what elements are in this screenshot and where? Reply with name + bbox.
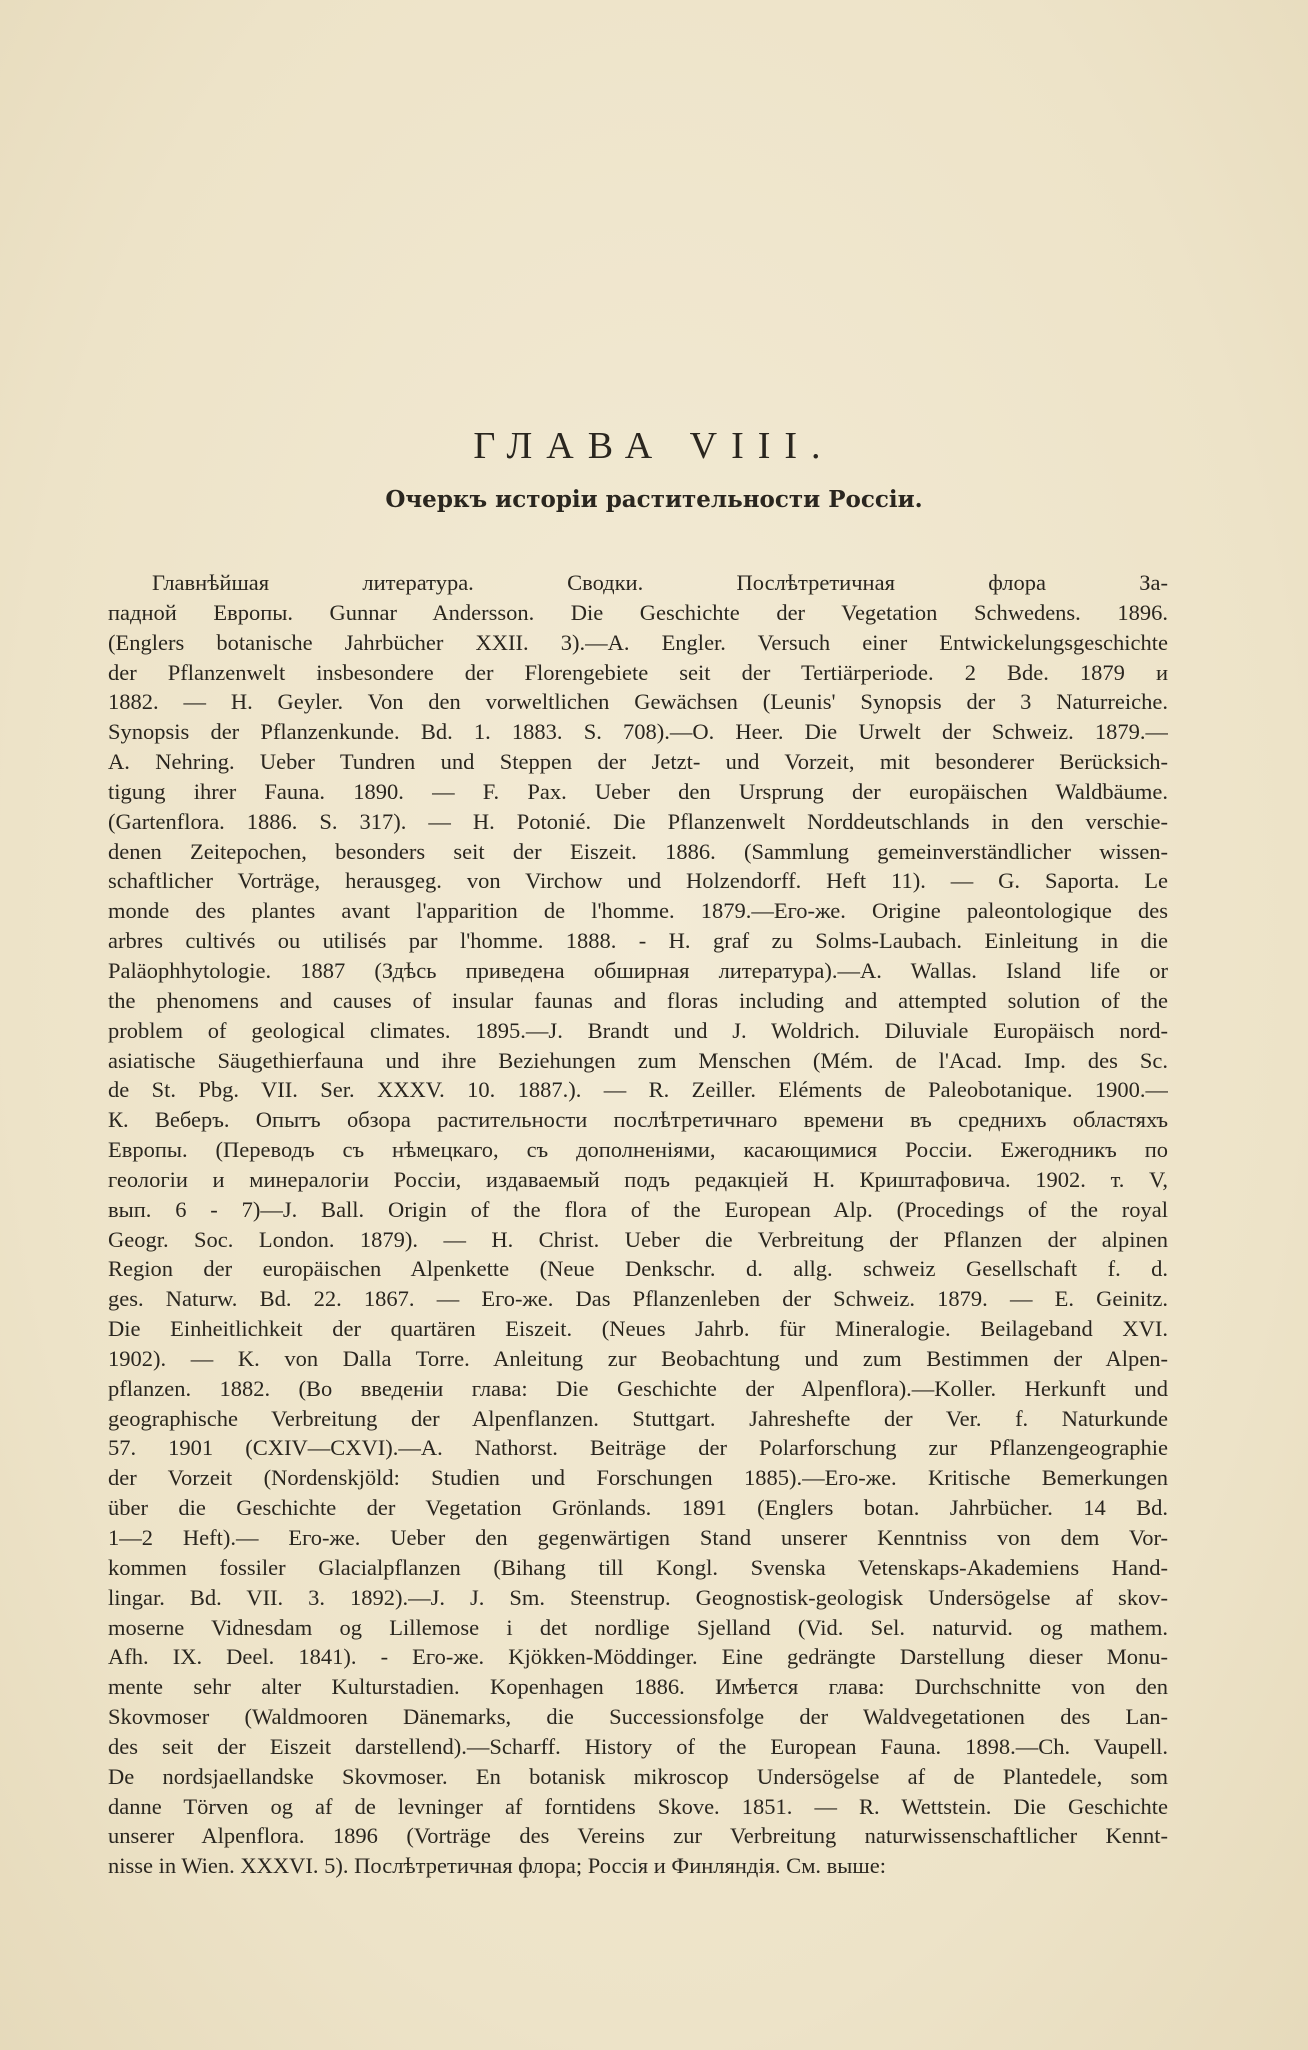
text-line: nisse in Wien. XXXVI. 5). Послѣтретичная флора; Россія и Финляндія. См. выше: (108, 1853, 886, 1879)
text-line: arbres cultivés ou utilisés par l'homme. 1888. - H. graf zu Solms-Laubach. Einleitung in die (108, 928, 1168, 954)
text-line: unserer Alpenflora. 1896 (Vorträge des Vereins zur Verbreitung naturwissenschaftlicher Kennt- (108, 1823, 1168, 1849)
text-line: A. Nehring. Ueber Tundren und Steppen der Jetzt- und Vorzeit, mit besonderer Berücksich- (108, 749, 1168, 775)
text-line: problem of geological climates. 1895.—J. Brandt und J. Woldrich. Diluviale Europäisch nord- (108, 1017, 1168, 1043)
text-line: kommen fossiler Glacialpflanzen (Bihang till Kongl. Svenska Vetenskaps-Akademiens Hand- (108, 1554, 1168, 1580)
text-line: вып. 6 - 7)—J. Ball. Origin of the flora of the European Alp. (Procedings of the royal (108, 1196, 1168, 1222)
chapter-subtitle: Очеркъ исторіи растительности Россіи. (385, 486, 923, 513)
text-line: tigung ihrer Fauna. 1890. — F. Pax. Ueber den Ursprung der europäischen Waldbäume. (108, 778, 1168, 804)
text-line: Skovmoser (Waldmooren Dänemarks, die Successionsfolge der Waldvegetationen des Lan- (108, 1704, 1168, 1730)
text-line: danne Törven og af de levninger af forntidens Skove. 1851. — R. Wettstein. Die Geschichte (108, 1793, 1168, 1819)
text-line: über die Geschichte der Vegetation Grönlands. 1891 (Englers botan. Jahrbücher. 14 Bd. (108, 1495, 1168, 1521)
text-line: ges. Naturw. Bd. 22. 1867. — Его-же. Das Pflanzenleben der Schweiz. 1879. — E. Geinitz. (108, 1286, 1168, 1312)
text-line: geographische Verbreitung der Alpenflanzen. Stuttgart. Jahreshefte der Ver. f. Naturkunde (108, 1405, 1168, 1431)
text-line: Die Einheitlichkeit der quartären Eiszeit. (Neues Jahrb. für Mineralogie. Beilageband XVI. (108, 1316, 1168, 1342)
text-line: der Vorzeit (Nordenskjöld: Studien und Forschungen 1885).—Его-же. Kritische Bemerkungen (108, 1465, 1168, 1491)
text-line: der Pflanzenwelt insbesondere der Florengebiete seit der Tertiärperiode. 2 Bde. 1879 и (108, 659, 1168, 685)
text-line: des seit der Eiszeit darstellend).—Scharff. History of the European Fauna. 1898.—Ch. Vaupell. (108, 1733, 1168, 1759)
text-line: de St. Pbg. VII. Ser. XXXV. 10. 1887.). — R. Zeiller. Eléments de Paleobotanique. 1900.— (108, 1077, 1168, 1103)
text-line: 1—2 Heft).— Его-же. Ueber den gegenwärtigen Stand unserer Kenntniss von dem Vor- (108, 1525, 1168, 1550)
text-line: monde des plantes avant l'apparition de l'homme. 1879.—Его-же. Origine paleontologique des (108, 898, 1168, 924)
text-line: (Gartenflora. 1886. S. 317). — H. Potonié. Die Pflanzenwelt Norddeutschlands in den verschie- (108, 808, 1168, 834)
text-line: К. Веберъ. Опытъ обзора растительности послѣтретичнаго времени въ среднихъ областяхъ (108, 1107, 1168, 1133)
text-line: 57. 1901 (CXIV—CXVI).—A. Nathorst. Beiträge der Polarforschung zur Pflanzengeographie (108, 1435, 1168, 1461)
text-line: падной Европы. Gunnar Andersson. Die Geschichte der Vegetation Schwedens. 1896. (108, 599, 1168, 625)
text-line: mente sehr alter Kulturstadien. Kopenhagen 1886. Имѣется глава: Durchschnitte von den (108, 1674, 1168, 1700)
text-line: Paläophhytologie. 1887 (Здѣсь приведена обширная литература).—A. Wallas. Island life or (108, 957, 1168, 983)
text-line: геологіи и минералогіи Россіи, издаваемый подъ редакціей Н. Криштафовича. 1902. т. V, (108, 1166, 1168, 1192)
text-line: (Englers botanische Jahrbücher XXII. 3).—A. Engler. Versuch einer Entwickelungsgeschichte (108, 629, 1168, 655)
text-line: lingar. Bd. VII. 3. 1892).—J. J. Sm. Steenstrup. Geognostisk-geologisk Undersögelse af skov- (108, 1584, 1168, 1610)
text-line: Geogr. Soc. London. 1879). — H. Christ. Ueber die Verbreitung der Pflanzen der alpinen (108, 1226, 1168, 1252)
text-line: Afh. IX. Deel. 1841). - Его-же. Kjökken-Möddinger. Eine gedrängte Darstellung dieser Monu- (108, 1644, 1168, 1670)
text-line: Главнѣйшая литература. Сводки. Послѣтретичная флора За- (152, 570, 1168, 595)
text-line: denen Zeitepochen, besonders seit der Eiszeit. 1886. (Sammlung gemeinverständlicher wissen- (108, 838, 1168, 864)
text-line: schaftlicher Vorträge, herausgeg. von Virchow und Holzendorff. Heft 11). — G. Saporta. Le (108, 868, 1168, 894)
text-line: Европы. (Переводъ съ нѣмецкаго, съ дополненіями, касающимися Россіи. Ежегодникъ по (108, 1137, 1168, 1163)
chapter-heading: ГЛАВА VIII. (473, 425, 835, 467)
text-line: 1902). — K. von Dalla Torre. Anleitung zur Beobachtung und zum Bestimmen der Alpen- (108, 1345, 1168, 1371)
text-line: Synopsis der Pflanzenkunde. Bd. 1. 1883. S. 708).—O. Heer. Die Urwelt der Schweiz. 1879.— (108, 719, 1168, 745)
text-line: De nordsjaellandske Skovmoser. En botanisk mikroscop Undersögelse af de Plantedele, som (108, 1763, 1168, 1789)
text-line: moserne Vidnesdam og Lillemose i det nordlige Sjelland (Vid. Sel. naturvid. og mathem. (108, 1614, 1168, 1640)
text-line: asiatische Säugethierfauna und ihre Beziehungen zum Menschen (Mém. de l'Acad. Imp. des Sc. (108, 1047, 1168, 1073)
bibliography-paragraph (108, 568, 1168, 1881)
text-line: pflanzen. 1882. (Во введеніи глава: Die Geschichte der Alpenflora).—Koller. Herkunft und (108, 1375, 1168, 1401)
text-line: the phenomens and causes of insular faunas and floras including and attempted solution of the (108, 987, 1168, 1013)
text-line: 1882. — H. Geyler. Von den vorweltlichen Gewächsen (Leunis' Synopsis der 3 Naturreiche. (108, 689, 1168, 715)
text-line: Region der europäischen Alpenkette (Neue Denkschr. d. allg. schweiz Gesellschaft f. d. (108, 1256, 1168, 1282)
